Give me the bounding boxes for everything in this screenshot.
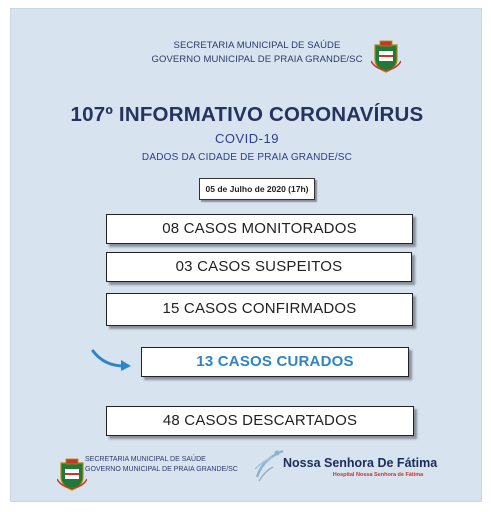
header-line-2: GOVERNO MUNICIPAL DE PRAIA GRANDE/SC [151, 54, 363, 65]
footer-org [85, 455, 245, 475]
municipal-crest-icon [371, 39, 401, 73]
cases-monitored-box: 08 CASOS MONITORADOS [106, 214, 413, 244]
hospital-subtitle: Hospital Nossa Senhora de Fátima [332, 472, 424, 478]
cases-discarded-box: 48 CASOS DESCARTADOS [106, 406, 414, 436]
city-line: DADOS DA CIDADE DE PRAIA GRANDE/SC [141, 152, 353, 163]
cases-suspected-box: 03 CASOS SUSPEITOS [106, 252, 412, 282]
cases-confirmed-box: 15 CASOS CONFIRMADOS [106, 293, 413, 326]
footer-line-1: SECRETARIA MUNICIPAL DE SAÚDE [85, 456, 206, 463]
footer-line-2: GOVERNO MUNICIPAL DE PRAIA GRANDE/SC [85, 466, 238, 473]
cases-cured-box: 13 CASOS CURADOS [141, 347, 409, 377]
page-subtitle: COVID-19 [215, 131, 279, 146]
infographic-panel [10, 8, 482, 502]
hospital-logo-icon [251, 447, 287, 483]
hospital-name: Nossa Senhora De Fátima [283, 456, 438, 470]
arrow-right-icon [91, 347, 135, 373]
page-title: 107º INFORMATIVO CORONAVÍRUS [70, 103, 424, 126]
municipal-crest-icon [57, 457, 87, 491]
header-org [141, 39, 373, 67]
date-badge: 05 de Julho de 2020 (17h) [199, 178, 315, 200]
header-line-1: SECRETARIA MUNICIPAL DE SAÚDE [173, 40, 341, 51]
